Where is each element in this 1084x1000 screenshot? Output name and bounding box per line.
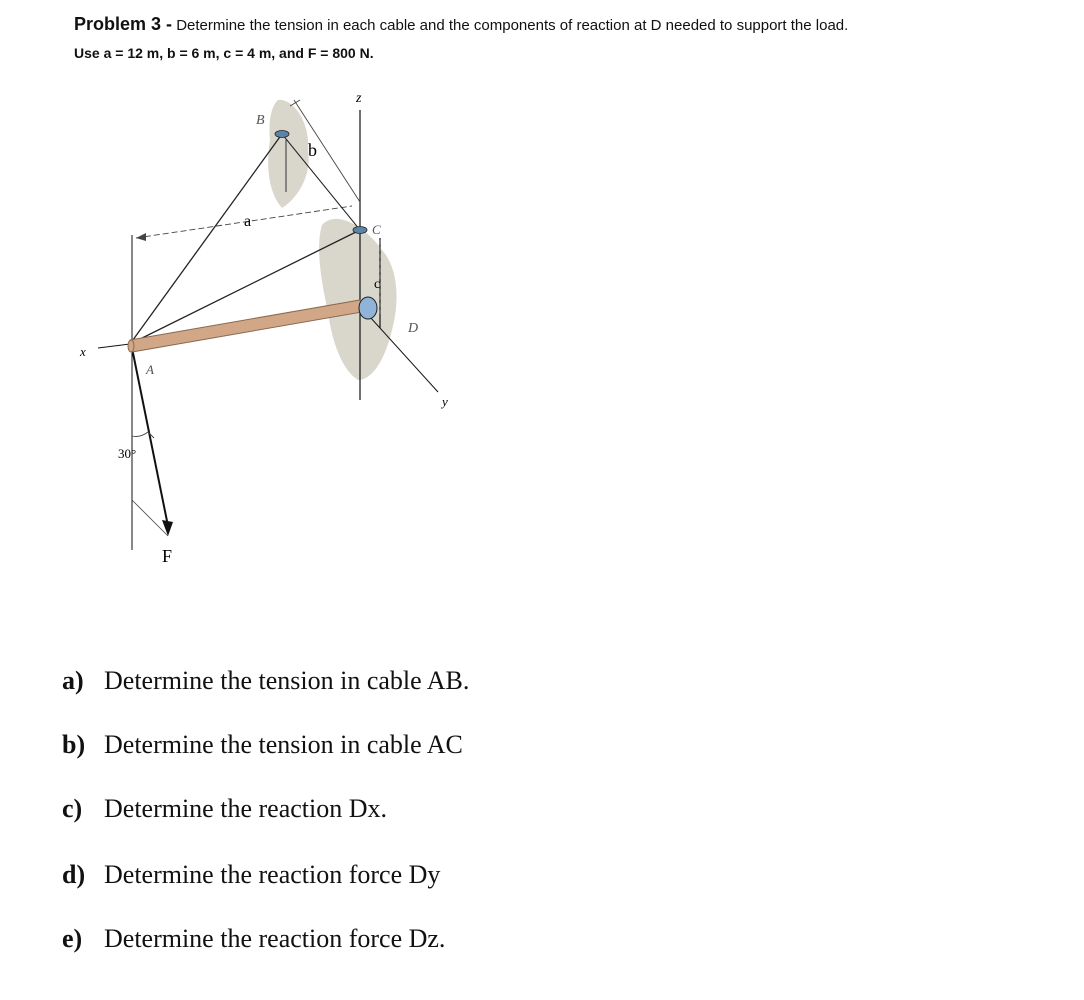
label-dim-b: b (308, 140, 317, 160)
question-c (62, 794, 387, 824)
question-letter: b) (62, 730, 86, 759)
question-e (62, 924, 445, 954)
question-letter: d) (62, 860, 86, 889)
diagram-svg (60, 80, 480, 580)
question-a (62, 666, 469, 696)
cable-ab (130, 134, 282, 344)
label-y-axis: y (442, 394, 448, 409)
dimension-a-arrow (136, 233, 146, 241)
question-letter: a) (62, 666, 84, 695)
wall-shade-lower (319, 219, 396, 380)
given-values: Use a = 12 m, b = 6 m, c = 4 m, and F = 800 N. (74, 45, 374, 61)
label-b: B (256, 113, 265, 128)
wall-shade-upper (268, 100, 309, 208)
label-dim-a: a (244, 213, 252, 230)
question-d (62, 860, 440, 890)
question-b (62, 730, 463, 760)
ring-c (353, 227, 367, 234)
ring-b (275, 131, 289, 138)
question-text: Determine the tension in cable AC (104, 730, 463, 759)
pole-boom (130, 300, 362, 352)
question-text: Determine the tension in cable AB. (104, 666, 470, 695)
label-dim-c: c (374, 277, 381, 292)
question-text: Determine the reaction force Dy (104, 860, 441, 889)
label-z-axis: z (356, 91, 362, 106)
label-d: D (408, 321, 419, 336)
problem-header (74, 12, 1054, 64)
label-force-f: F (162, 546, 173, 566)
cable-pole-diagram (60, 80, 480, 580)
ball-socket-d (359, 297, 377, 319)
x-axis-line (98, 344, 130, 348)
question-text: Determine the reaction force Dz. (104, 924, 446, 953)
problem-description: Determine the tension in each cable and the components of reaction at D needed to support the load. (176, 17, 849, 34)
label-angle-30: 30° (118, 446, 137, 461)
force-arrowhead (162, 520, 173, 536)
label-c: C (372, 222, 381, 237)
label-x-axis: x (80, 344, 86, 359)
angle-30-arc (132, 432, 148, 437)
question-text: Determine the reaction Dx. (104, 794, 387, 823)
question-letter: e) (62, 924, 83, 953)
question-letter: c) (62, 794, 83, 823)
force-ref-line (132, 500, 168, 536)
label-a: A (146, 362, 154, 377)
problem-label: Problem 3 - (74, 14, 173, 34)
problem-statement (74, 12, 1054, 38)
pole-end-a (128, 340, 134, 352)
